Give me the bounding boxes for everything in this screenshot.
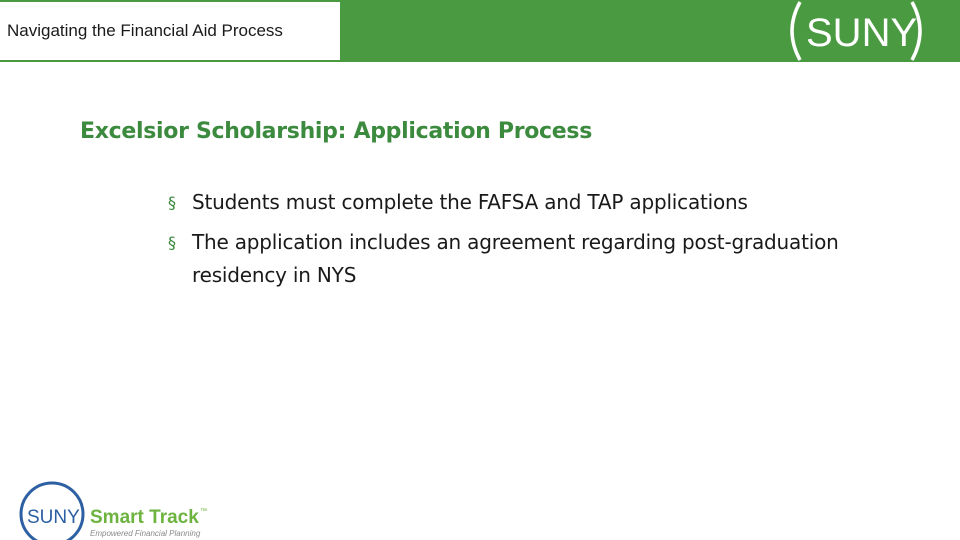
bullet-text: The application includes an agreement regarding post-graduation residency in NYS: [192, 230, 839, 287]
bullet-list: [168, 186, 848, 299]
bullet-item: [168, 186, 848, 219]
bullet-text: Students must complete the FAFSA and TAP applications: [192, 190, 748, 214]
bullet-marker-icon: §: [168, 233, 176, 252]
header-band: [0, 0, 960, 62]
logo-brand-text: Smart Track: [90, 507, 199, 528]
suny-logo-text: SUNY: [806, 11, 918, 55]
header-title: Navigating the Financial Aid Process: [7, 21, 283, 40]
logo-trademark: ™: [200, 508, 207, 515]
logo-left-paren: [792, 2, 800, 60]
bullet-marker-icon: §: [168, 193, 176, 212]
logo-suny-text: SUNY: [27, 507, 80, 528]
bullet-item: [168, 226, 848, 292]
slide-heading: Excelsior Scholarship: Application Process: [80, 119, 593, 144]
suny-logo: [786, 0, 926, 62]
suny-smart-track-logo: [18, 480, 218, 540]
header-title-box: [0, 2, 340, 60]
logo-tagline: Empowered Financial Planning: [90, 529, 201, 538]
